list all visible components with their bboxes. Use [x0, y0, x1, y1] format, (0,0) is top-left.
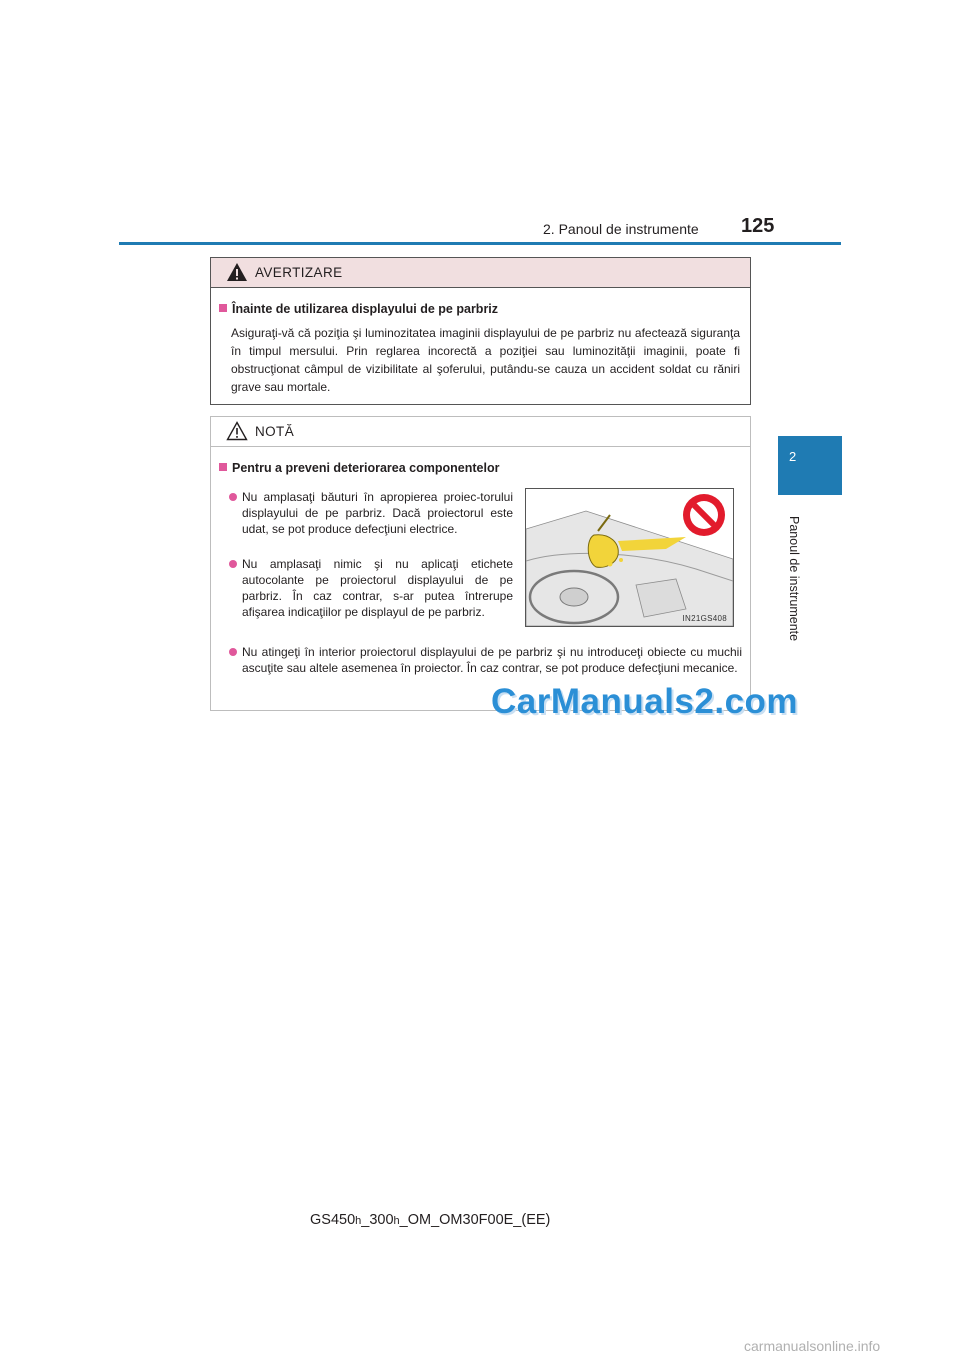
dashboard-drawing: [526, 489, 733, 626]
note-box-header: [211, 417, 750, 447]
dashboard-illustration: [525, 488, 734, 627]
site-watermark: carmanualsonline.info: [744, 1338, 881, 1354]
chapter-tab-label: Panoul de instrumente: [787, 516, 801, 642]
model-b-sub: h: [393, 1215, 400, 1227]
document-footer: [310, 1212, 550, 1228]
warning-box: [210, 257, 751, 405]
note-bullet-3: [242, 644, 742, 676]
bullet-dot-icon: [229, 560, 237, 568]
note-section-heading-text: Pentru a preveni deteriorarea componentelor: [232, 461, 500, 475]
note-bullet-1: [242, 489, 513, 537]
model-a: GS450: [310, 1212, 356, 1228]
warning-box-header: [211, 258, 750, 288]
warning-section-heading-text: Înainte de utilizarea displayului de pe parbriz: [232, 302, 499, 316]
note-bullet-1-text: Nu amplasaţi băuturi în apropierea proiec-torului displayului de pe parbriz. Dacă proiectorul este udat, se pot produce defecţiuni electrice.: [242, 490, 513, 536]
chapter-tab: [778, 436, 842, 495]
note-title: NOTĂ: [255, 424, 295, 439]
note-section-heading: [219, 461, 499, 475]
page-number: 125: [741, 215, 775, 237]
header-section-title: 2. Panoul de instrumente: [543, 221, 699, 237]
doc-code: _OM_OM30F00E_(EE): [399, 1212, 551, 1228]
warning-body: Asiguraţi-vă că poziţia şi luminozitatea imaginii displayului de pe parbriz nu afectează siguranţa în timpul mersului. Prin reglarea incorectă a poziţiei sau luminozităţii imaginii, poate fi obstrucţionat câmpul de vizibilitate al şoferului, putându-se cauza un accident soldat cu răniri grave sau mortale.: [231, 326, 740, 394]
bullet-dot-icon: [229, 648, 237, 656]
note-bullet-3-text: Nu atingeţi în interior proiectorul displayului de pe parbriz şi nu introduceţi obiecte cu muchii ascuţite sau altele asemenea în proiector. În caz contrar, se pot produce defecţiuni mecanice.: [242, 645, 742, 675]
caution-triangle-icon: [226, 421, 248, 441]
warning-section-heading: [219, 302, 498, 316]
note-bullet-2-text: Nu amplasaţi nimic şi nu aplicaţi etichete autocolante pe proiectorul displayului de pe parbriz. În caz contrar, s-ar putea întrerupe afişarea indicaţiilor pe displayul de pe parbriz.: [242, 557, 513, 619]
header-rule: [119, 242, 841, 245]
chapter-tab-number: 2: [789, 449, 797, 464]
model-a-sub: h: [355, 1215, 362, 1227]
warning-triangle-icon: [226, 262, 248, 282]
model-b: _300: [361, 1212, 394, 1228]
illustration-code: IN21GS408: [682, 614, 727, 623]
section-square-icon: [219, 304, 227, 312]
note-bullet-2: [242, 556, 513, 620]
section-square-icon: [219, 463, 227, 471]
bullet-dot-icon: [229, 493, 237, 501]
brand-watermark: CarManuals2.com: [491, 682, 799, 721]
warning-title: AVERTIZARE: [255, 265, 343, 280]
